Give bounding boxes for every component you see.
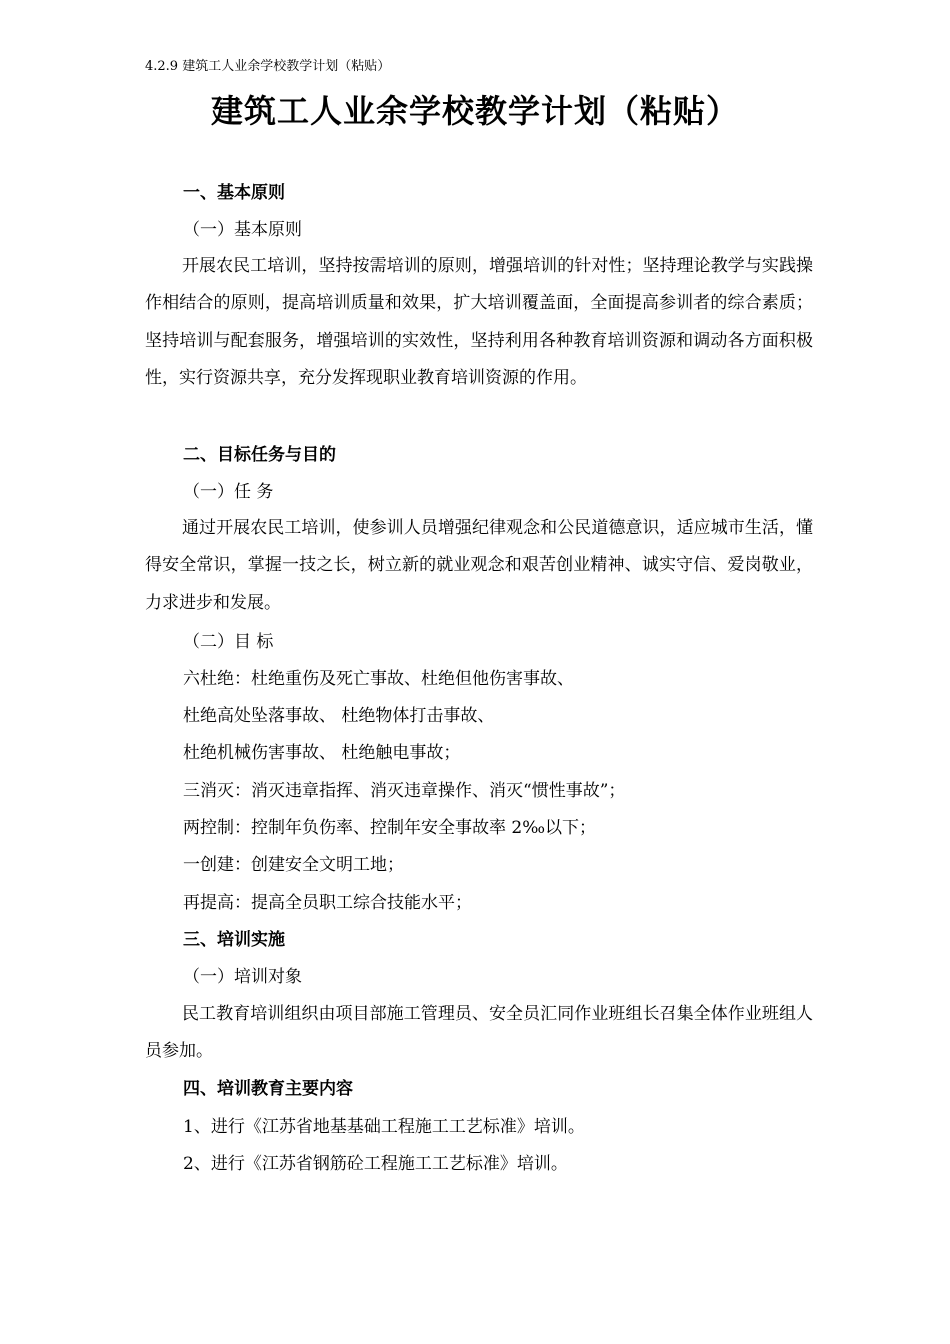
goal-line: 一创建：创建安全文明工地； bbox=[183, 855, 404, 875]
section-2-heading: 二、目标任务与目的 bbox=[183, 445, 336, 465]
section-1-subheading: （一）基本原则 bbox=[183, 220, 302, 240]
goal-line: 两控制：控制年负伤率、控制年安全事故率 2‰以下； bbox=[183, 818, 597, 838]
section-2-paragraph: 通过开展农民工培训，使参训人员增强纪律观念和公民道德意识，适应城市生活，懂得安全常识，掌握一技之长，树立新的就业观念和艰苦创业精神、诚实守信、爱岗敬业，力求进步和发展。 bbox=[145, 518, 813, 613]
document-title: 建筑工人业余学校教学计划（粘贴） bbox=[210, 92, 739, 130]
section-3-paragraph: 民工教育培训组织由项目部施工管理员、安全员汇同作业班组长召集全体作业班组人员参加。 bbox=[145, 1004, 813, 1062]
goal-line: 六杜绝：杜绝重伤及死亡事故、杜绝但他伤害事故、 bbox=[183, 669, 574, 689]
section-4-heading: 四、培训教育主要内容 bbox=[183, 1079, 353, 1099]
section-2-subheading-task: （一）任 务 bbox=[183, 482, 274, 502]
goal-line: 杜绝机械伤害事故、 杜绝触电事故； bbox=[183, 743, 461, 763]
section-3-subheading: （一）培训对象 bbox=[183, 967, 302, 987]
section-4-item: 1、进行《江苏省地基基础工程施工工艺标准》培训。 bbox=[183, 1117, 585, 1137]
section-1-paragraph: 开展农民工培训，坚持按需培训的原则，增强培训的针对性；坚持理论教学与实践操作相结合的原则，提高培训质量和效果，扩大培训覆盖面，全面提高参训者的综合素质；坚持培训与配套服务，增强培训的实效性，坚持利用各种教育培训资源和调动各方面积极性，实行资源共享，充分发挥现职业教育培训资源的作用。 bbox=[145, 256, 813, 388]
section-2-subheading-goal: （二）目 标 bbox=[183, 632, 274, 652]
section-3-heading: 三、培训实施 bbox=[183, 930, 285, 950]
section-1-heading: 一、基本原则 bbox=[183, 183, 285, 203]
page-header: 4.2.9 建筑工人业余学校教学计划（粘贴） bbox=[145, 59, 391, 74]
goal-line: 再提高：提高全员职工综合技能水平； bbox=[183, 893, 472, 913]
goal-line: 三消灭：消灭违章指挥、消灭违章操作、消灭“惯性事故”； bbox=[183, 781, 626, 801]
section-4-item: 2、进行《江苏省钢筋砼工程施工工艺标准》培训。 bbox=[183, 1154, 568, 1174]
goal-line: 杜绝高处坠落事故、 杜绝物体打击事故、 bbox=[183, 706, 495, 726]
